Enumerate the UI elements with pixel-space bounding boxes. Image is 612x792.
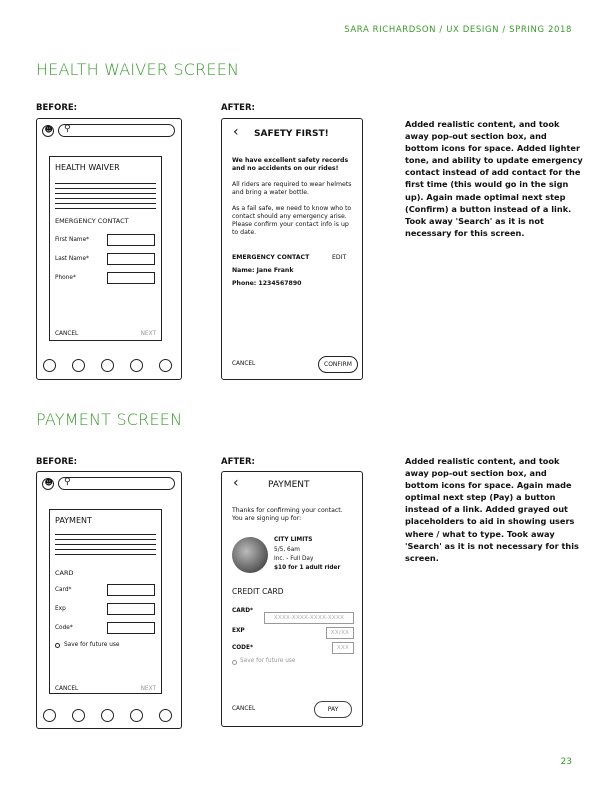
contact-name: Name: Jane Frank: [232, 267, 294, 274]
alert-nav-icon[interactable]: [130, 359, 143, 372]
save-label: Save for future use: [64, 642, 120, 648]
page-header: SARA RICHARDSON / UX DESIGN / SPRING 2018: [344, 25, 572, 35]
code-label: CODE*: [232, 645, 253, 651]
user-glyph-icon: ☻: [44, 478, 53, 487]
page-number: 23: [560, 757, 572, 767]
pay-button[interactable]: PAY: [314, 701, 352, 718]
search-input[interactable]: [58, 124, 175, 137]
contact-heading: EMERGENCY CONTACT: [232, 254, 310, 261]
thanks-text: Thanks for confirming your contact. You are signing up for:: [232, 507, 343, 522]
ride-date: 5/5, 6am: [274, 547, 300, 553]
back-arrow-icon[interactable]: ‹: [233, 475, 239, 491]
compass-nav-icon[interactable]: [72, 359, 85, 372]
cancel-link[interactable]: CANCEL: [55, 331, 79, 337]
field-label-phone: Phone*: [55, 275, 76, 281]
field-label-code: Code*: [55, 625, 73, 631]
cancel-link[interactable]: CANCEL: [55, 686, 79, 692]
store-nav-icon[interactable]: [159, 709, 172, 722]
last-name-input[interactable]: [107, 253, 155, 265]
credit-heading: CREDIT CARD: [232, 587, 284, 596]
payment-before-phone: [36, 471, 182, 729]
user-glyph-icon: ☻: [44, 125, 53, 134]
save-label: Save for future use: [240, 658, 296, 664]
phone-input[interactable]: [107, 272, 155, 284]
exp-input[interactable]: XX/XX: [326, 627, 354, 639]
cancel-link[interactable]: CANCEL: [232, 706, 256, 712]
payment-description: Added realistic content, and took away pop-out section box, and bottom icons for space. Again made optimal next step (Pay) a button instead of a link. Added grayed out placeholders to aid in showing users where / what to type. Took away 'Search' as it is not necessary for this screen.: [405, 456, 579, 563]
confirm-button[interactable]: CONFIRM: [318, 356, 358, 373]
health-before-label: BEFORE:: [36, 103, 78, 113]
exp-label: EXP: [232, 628, 245, 634]
alert-nav-icon[interactable]: [130, 709, 143, 722]
field-label-first: First Name*: [55, 237, 90, 243]
first-name-input[interactable]: [107, 234, 155, 246]
field-label-exp: Exp: [55, 606, 66, 612]
health-after-label: AFTER:: [221, 103, 255, 113]
box-title: HEALTH WAIVER: [55, 163, 120, 172]
safety-paragraph-2: All riders are required to wear helmets and bring a water bottle.: [232, 181, 352, 196]
screen-title: PAYMENT: [268, 480, 310, 490]
profile-nav-icon[interactable]: [43, 359, 56, 372]
save-radio[interactable]: [232, 660, 237, 665]
contact-phone: Phone: 1234567890: [232, 280, 302, 287]
payment-after-phone: [221, 471, 363, 727]
payment-before-label: BEFORE:: [36, 457, 78, 467]
cancel-link[interactable]: CANCEL: [232, 361, 256, 367]
card-input[interactable]: [107, 584, 155, 596]
code-input[interactable]: XXX: [332, 642, 354, 654]
card-input[interactable]: XXXX-XXXX-XXXX-XXXX: [264, 612, 354, 624]
field-label-card: Card*: [55, 587, 72, 593]
next-link[interactable]: NEXT: [140, 331, 156, 337]
health-waiver-box: [49, 156, 162, 341]
store-nav-icon[interactable]: [159, 359, 172, 372]
bike-nav-icon[interactable]: [101, 709, 114, 722]
back-arrow-icon[interactable]: ‹: [233, 124, 239, 140]
next-link[interactable]: NEXT: [140, 686, 156, 692]
save-radio[interactable]: [55, 643, 60, 648]
safety-paragraph-1: We have excellent safety records and no accidents on our rides!: [232, 157, 349, 172]
search-icon: ⚲: [64, 477, 71, 487]
section-label: EMERGENCY CONTACT: [55, 217, 129, 225]
payment-after-label: AFTER:: [221, 457, 255, 467]
search-input[interactable]: [58, 477, 175, 490]
ride-name: CITY LIMITS: [274, 537, 313, 543]
code-input[interactable]: [107, 622, 155, 634]
bike-nav-icon[interactable]: [101, 359, 114, 372]
ride-type: Inc. - Full Day: [274, 556, 314, 562]
search-icon: ⚲: [64, 124, 71, 134]
screen-title: SAFETY FIRST!: [254, 129, 329, 139]
health-section-title: HEALTH WAIVER SCREEN: [36, 60, 240, 79]
ride-price: $10 for 1 adult rider: [274, 565, 341, 571]
payment-box: [49, 509, 162, 694]
compass-nav-icon[interactable]: [72, 709, 85, 722]
safety-paragraph-3: As a fail safe, we need to know who to contact should any emergency arise. Please confirm your contact info is up to date.: [232, 205, 352, 236]
ride-thumbnail: [232, 537, 268, 573]
card-label: CARD*: [232, 608, 254, 614]
health-before-phone: [36, 118, 182, 380]
exp-input[interactable]: [107, 603, 155, 615]
profile-nav-icon[interactable]: [43, 709, 56, 722]
box-title: PAYMENT: [55, 516, 92, 525]
payment-section-title: PAYMENT SCREEN: [36, 410, 183, 429]
health-after-phone: [221, 118, 363, 380]
section-label: CARD: [55, 569, 74, 577]
health-description: Added realistic content, and took away pop-out section box, and bottom icons for space. Added lighter tone, and ability to update emergency contact instead of add contact for the first time (this would go in the sign up). Again made optimal next step (Confirm) a button instead of a link. Took away 'Search' as it is not necessary for this screen.: [405, 119, 583, 238]
field-label-last: Last Name*: [55, 256, 89, 262]
edit-link[interactable]: EDIT: [332, 254, 347, 261]
